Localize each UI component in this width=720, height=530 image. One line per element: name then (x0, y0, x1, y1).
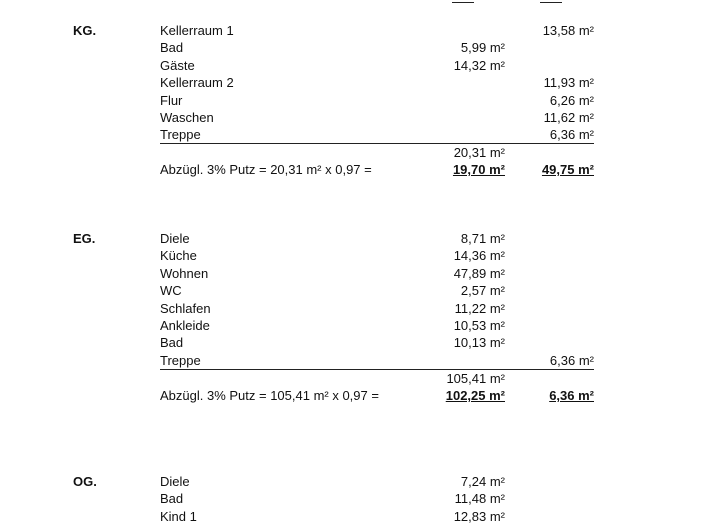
room-area-living: 8,71 m² (460, 231, 505, 246)
room-name: Kind 1 (160, 508, 197, 524)
table-row (160, 230, 594, 247)
room-name: Bad (160, 491, 184, 507)
eg-putz-label: Abzügl. 3% Putz = 105,41 m² x 0,97 = (160, 388, 379, 403)
table-row (160, 109, 594, 126)
room-area-living: 10,13 m² (453, 335, 505, 351)
table-row (160, 39, 594, 56)
table-row (160, 490, 594, 507)
room-name: Kellerraum 1 (160, 23, 234, 38)
room-name: Treppe (160, 352, 201, 368)
kg-putz-row (160, 161, 594, 178)
room-area-living: 5,99 m² (460, 40, 505, 56)
room-area-other: 11,62 m² (543, 110, 594, 125)
room-area-living: 2,57 m² (460, 283, 505, 299)
kg-total-other: 49,75 m² (541, 162, 594, 177)
table-row (160, 282, 594, 299)
table-row (160, 300, 594, 317)
kg-subtotal-row (160, 144, 594, 161)
table-row (160, 57, 594, 74)
top-cutoff-rule-right (540, 0, 562, 3)
floor-label-kg: KG. (73, 23, 97, 38)
room-name: Flur (160, 92, 183, 108)
table-row (160, 352, 594, 369)
room-area-living: 14,32 m² (453, 57, 505, 73)
room-area-other: 11,93 m² (543, 75, 594, 91)
room-area-other: 6,26 m² (549, 92, 594, 108)
room-name: Bad (160, 335, 184, 351)
room-area-living: 7,24 m² (460, 474, 505, 489)
table-row (160, 508, 594, 525)
room-name: Schlafen (160, 300, 211, 316)
room-area-living: 10,53 m² (453, 318, 505, 333)
room-area-living: 11,22 m² (454, 300, 505, 316)
room-area-other: 13,58 m² (542, 23, 594, 38)
eg-total-other: 6,36 m² (549, 388, 594, 403)
eg-subtotal: 105,41 m² (446, 371, 505, 386)
table-row (160, 92, 594, 109)
eg-total-living: 102,25 m² (445, 388, 505, 403)
room-name: Treppe (160, 127, 201, 143)
room-name: WC (160, 283, 182, 299)
room-name: Diele (160, 231, 190, 246)
room-area-living: 47,89 m² (453, 265, 505, 281)
table-row (160, 247, 594, 264)
room-area-other: 6,36 m² (549, 352, 594, 368)
room-name: Diele (160, 474, 190, 489)
room-name: Gäste (160, 57, 195, 73)
room-area-living: 11,48 m² (454, 491, 505, 507)
room-area-living: 14,36 m² (453, 248, 505, 264)
table-row (160, 473, 594, 490)
room-name: Kellerraum 2 (160, 75, 234, 91)
kg-total-living: 19,70 m² (452, 162, 505, 177)
table-row (160, 265, 594, 282)
eg-subtotal-row (160, 370, 594, 387)
kg-putz-label: Abzügl. 3% Putz = 20,31 m² x 0,97 = (160, 162, 372, 177)
table-row (160, 126, 594, 143)
room-name: Wohnen (160, 265, 209, 281)
room-name: Bad (160, 40, 184, 56)
room-name: Waschen (160, 110, 214, 125)
floor-label-og: OG. (73, 474, 97, 489)
room-area-living: 12,83 m² (453, 508, 505, 524)
eg-putz-row (160, 387, 594, 404)
kg-subtotal: 20,31 m² (453, 145, 505, 160)
top-cutoff-rule-left (452, 0, 474, 3)
room-name: Ankleide (160, 318, 210, 333)
table-row (160, 22, 594, 39)
floor-label-eg: EG. (73, 231, 96, 246)
table-row (160, 74, 594, 91)
room-name: Küche (160, 248, 197, 264)
room-area-other: 6,36 m² (549, 127, 594, 143)
table-row (160, 334, 594, 351)
table-row (160, 317, 594, 334)
